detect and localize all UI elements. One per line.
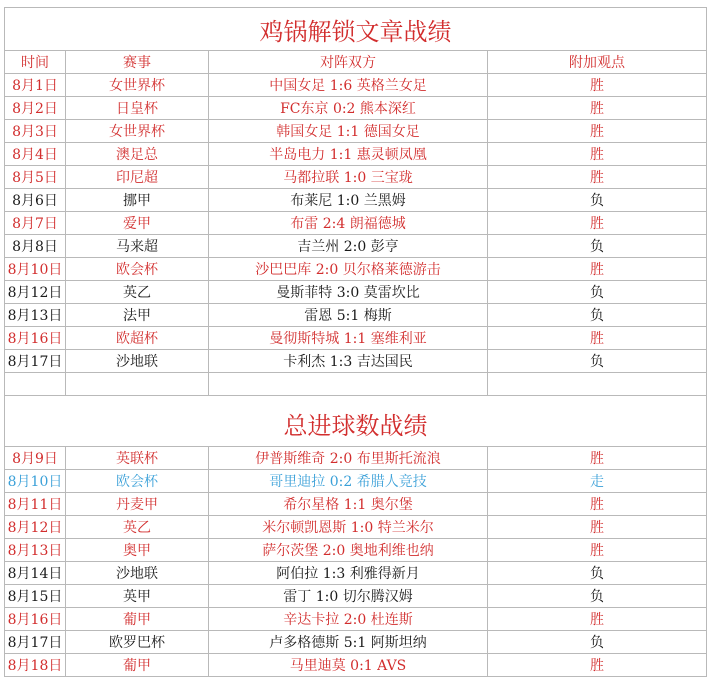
date-cell: 8月11日 [5, 493, 66, 516]
league-cell: 沙地联 [66, 562, 209, 585]
table-row [5, 654, 707, 677]
table-row [5, 258, 707, 281]
league-cell: 女世界杯 [66, 120, 209, 143]
table-row [5, 281, 707, 304]
match-cell: 卡利杰 1:3 吉达国民 [209, 350, 488, 373]
header-result: 附加观点 [488, 51, 707, 74]
match-cell: 马里迪莫 0:1 AVS [209, 654, 488, 677]
header-row [5, 51, 707, 74]
result-cell: 胜 [488, 120, 707, 143]
date-cell: 8月16日 [5, 327, 66, 350]
date-cell: 8月3日 [5, 120, 66, 143]
match-cell: 布雷 2:4 朗福德城 [209, 212, 488, 235]
date-cell: 8月9日 [5, 447, 66, 470]
date-cell: 8月18日 [5, 654, 66, 677]
empty-cell [66, 373, 209, 396]
date-cell: 8月12日 [5, 516, 66, 539]
date-cell: 8月7日 [5, 212, 66, 235]
result-cell: 负 [488, 189, 707, 212]
empty-cell [209, 373, 488, 396]
table-row [5, 235, 707, 258]
date-cell: 8月16日 [5, 608, 66, 631]
date-cell: 8月13日 [5, 539, 66, 562]
match-cell: 韩国女足 1:1 德国女足 [209, 120, 488, 143]
header-date: 时间 [5, 51, 66, 74]
match-cell: 米尔顿凯恩斯 1:0 特兰米尔 [209, 516, 488, 539]
league-cell: 澳足总 [66, 143, 209, 166]
result-cell: 胜 [488, 74, 707, 97]
match-cell: 布莱尼 1:0 兰黑姆 [209, 189, 488, 212]
section1-title: 鸡锅解锁文章战绩 [5, 8, 707, 51]
date-cell: 8月2日 [5, 97, 66, 120]
table-row [5, 304, 707, 327]
table-row [5, 470, 707, 493]
date-cell: 8月10日 [5, 258, 66, 281]
result-cell: 胜 [488, 143, 707, 166]
spacer-row [5, 373, 707, 396]
table-row [5, 608, 707, 631]
date-cell: 8月5日 [5, 166, 66, 189]
match-cell: FC东京 0:2 熊本深红 [209, 97, 488, 120]
result-cell: 负 [488, 304, 707, 327]
date-cell: 8月8日 [5, 235, 66, 258]
league-cell: 英联杯 [66, 447, 209, 470]
record-table [4, 7, 707, 677]
result-cell: 胜 [488, 493, 707, 516]
date-cell: 8月15日 [5, 585, 66, 608]
result-cell: 胜 [488, 212, 707, 235]
result-cell: 负 [488, 235, 707, 258]
table-row [5, 585, 707, 608]
date-cell: 8月13日 [5, 304, 66, 327]
match-cell: 曼斯菲特 3:0 莫雷坎比 [209, 281, 488, 304]
league-cell: 丹麦甲 [66, 493, 209, 516]
match-cell: 阿伯拉 1:3 利雅得新月 [209, 562, 488, 585]
table-row [5, 327, 707, 350]
table-row [5, 631, 707, 654]
league-cell: 沙地联 [66, 350, 209, 373]
match-cell: 马都拉联 1:0 三宝珑 [209, 166, 488, 189]
section2-title-row [5, 396, 707, 447]
section2-title: 总进球数战绩 [5, 396, 707, 447]
match-cell: 中国女足 1:6 英格兰女足 [209, 74, 488, 97]
result-cell: 负 [488, 631, 707, 654]
league-cell: 英乙 [66, 281, 209, 304]
match-cell: 雷恩 5:1 梅斯 [209, 304, 488, 327]
table-row [5, 74, 707, 97]
match-cell: 卢多格德斯 5:1 阿斯坦纳 [209, 631, 488, 654]
header-match: 对阵双方 [209, 51, 488, 74]
result-cell: 胜 [488, 258, 707, 281]
date-cell: 8月14日 [5, 562, 66, 585]
league-cell: 葡甲 [66, 654, 209, 677]
date-cell: 8月6日 [5, 189, 66, 212]
result-cell: 胜 [488, 447, 707, 470]
result-cell: 胜 [488, 539, 707, 562]
league-cell: 奥甲 [66, 539, 209, 562]
result-cell: 负 [488, 350, 707, 373]
result-cell: 胜 [488, 327, 707, 350]
result-cell: 胜 [488, 608, 707, 631]
match-cell: 沙巴巴库 2:0 贝尔格莱德游击 [209, 258, 488, 281]
date-cell: 8月17日 [5, 350, 66, 373]
result-cell: 负 [488, 562, 707, 585]
date-cell: 8月12日 [5, 281, 66, 304]
match-cell: 希尔星格 1:1 奥尔堡 [209, 493, 488, 516]
result-cell: 胜 [488, 97, 707, 120]
league-cell: 马来超 [66, 235, 209, 258]
table-row [5, 212, 707, 235]
result-cell: 胜 [488, 166, 707, 189]
match-cell: 辛达卡拉 2:0 杜连斯 [209, 608, 488, 631]
result-cell: 胜 [488, 516, 707, 539]
table-row [5, 189, 707, 212]
league-cell: 爱甲 [66, 212, 209, 235]
league-cell: 欧超杯 [66, 327, 209, 350]
match-cell: 曼彻斯特城 1:1 塞维利亚 [209, 327, 488, 350]
league-cell: 女世界杯 [66, 74, 209, 97]
result-cell: 走 [488, 470, 707, 493]
league-cell: 印尼超 [66, 166, 209, 189]
table-row [5, 539, 707, 562]
section1-title-row [5, 8, 707, 51]
match-cell: 吉兰州 2:0 彭亨 [209, 235, 488, 258]
table-row [5, 493, 707, 516]
table-row [5, 120, 707, 143]
table-row [5, 562, 707, 585]
league-cell: 法甲 [66, 304, 209, 327]
match-cell: 萨尔茨堡 2:0 奥地利维也纳 [209, 539, 488, 562]
date-cell: 8月4日 [5, 143, 66, 166]
date-cell: 8月10日 [5, 470, 66, 493]
match-cell: 雷丁 1:0 切尔腾汉姆 [209, 585, 488, 608]
date-cell: 8月17日 [5, 631, 66, 654]
match-cell: 哥里迪拉 0:2 希腊人竞技 [209, 470, 488, 493]
league-cell: 葡甲 [66, 608, 209, 631]
table-row [5, 143, 707, 166]
table-row [5, 166, 707, 189]
league-cell: 英甲 [66, 585, 209, 608]
record-table-body [5, 8, 707, 677]
table-row [5, 447, 707, 470]
league-cell: 欧罗巴杯 [66, 631, 209, 654]
table-row [5, 97, 707, 120]
table-row [5, 516, 707, 539]
table-row [5, 350, 707, 373]
match-cell: 半岛电力 1:1 惠灵顿凤凰 [209, 143, 488, 166]
league-cell: 日皇杯 [66, 97, 209, 120]
league-cell: 英乙 [66, 516, 209, 539]
empty-cell [5, 373, 66, 396]
league-cell: 挪甲 [66, 189, 209, 212]
result-cell: 胜 [488, 654, 707, 677]
header-league: 赛事 [66, 51, 209, 74]
date-cell: 8月1日 [5, 74, 66, 97]
league-cell: 欧会杯 [66, 258, 209, 281]
result-cell: 负 [488, 585, 707, 608]
league-cell: 欧会杯 [66, 470, 209, 493]
match-cell: 伊普斯维奇 2:0 布里斯托流浪 [209, 447, 488, 470]
empty-cell [488, 373, 707, 396]
result-cell: 负 [488, 281, 707, 304]
